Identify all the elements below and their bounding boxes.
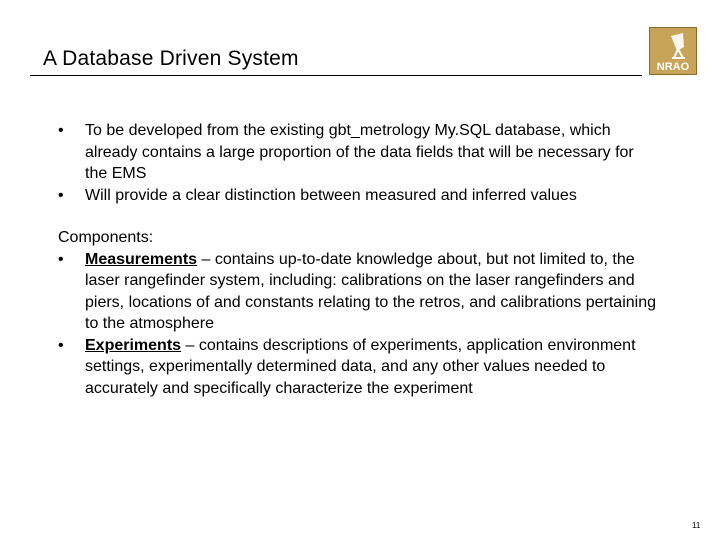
- page-number: 11: [692, 521, 701, 530]
- slide-title: A Database Driven System: [43, 47, 299, 70]
- intro-bullet-list: [58, 120, 658, 206]
- bullet-marker: •: [58, 250, 64, 268]
- bullet-marker: •: [58, 122, 64, 139]
- bullet-marker: •: [58, 336, 64, 354]
- component-item-experiments: [58, 335, 658, 400]
- bullet-text: Will provide a clear distinction between measured and inferred values: [85, 186, 577, 204]
- component-description: – contains descriptions of experiments, application environment settings, experimentally determined data, and any other values needed to accurately and specifically characterize the experiment: [85, 336, 636, 397]
- component-description: – contains up-to-date knowledge about, but not limited to, the laser rangefinder system, including: calibrations on the laser rangefinders and piers, locations of and constants relating to the retros, and calibrations pertaining to the atmosphere: [85, 250, 656, 332]
- bullet-text: To be developed from the existing gbt_metrology My.SQL database, which already contains a large proportion of the data fields that will be necessary for the EMS: [85, 122, 634, 182]
- nrao-logo: [649, 27, 697, 75]
- slide-content: [58, 120, 658, 399]
- logo-text: NRAO: [656, 61, 690, 73]
- title-divider: [30, 75, 642, 76]
- component-item-measurements: [58, 249, 658, 335]
- bullet-marker: •: [58, 186, 64, 204]
- intro-bullet-item: [58, 120, 658, 185]
- intro-bullet-item: [58, 185, 658, 207]
- component-term: Experiments: [85, 336, 182, 354]
- components-heading: Components:: [58, 229, 154, 246]
- components-bullet-list: [58, 249, 658, 400]
- component-term: Measurements: [85, 250, 198, 268]
